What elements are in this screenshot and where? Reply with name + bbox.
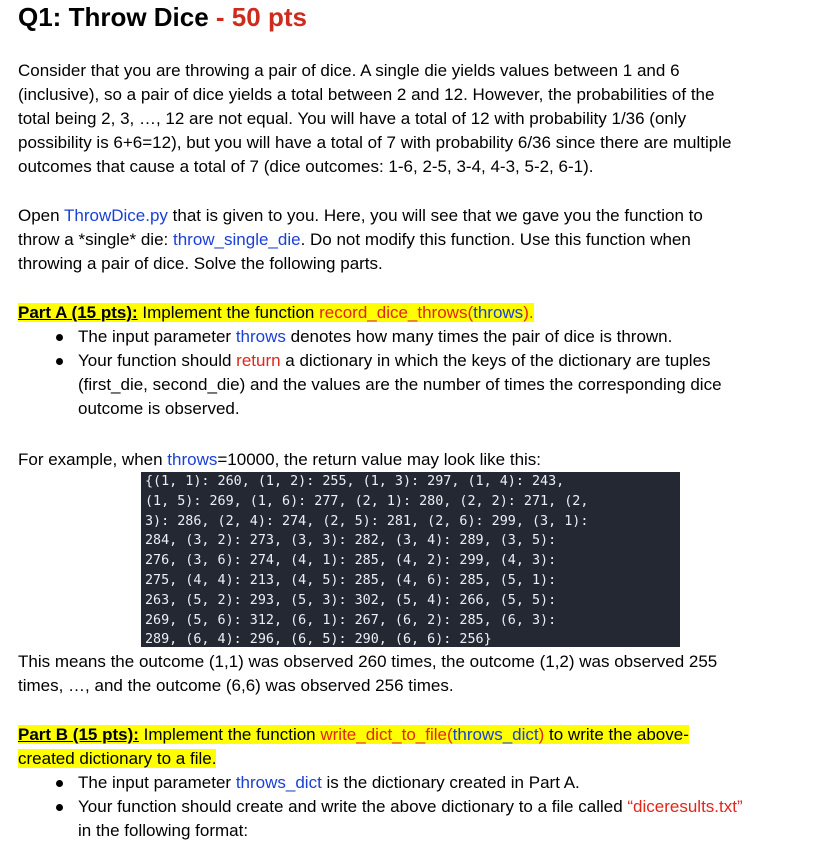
text: The input parameter [78,327,236,346]
list-item [18,771,818,795]
text: a dictionary in which the keys of the dictionary are tuples [280,351,711,370]
list-item [18,349,818,421]
text: is the dictionary created in Part A. [321,773,580,792]
code-line: (1, 5): 269, (1, 6): 277, (2, 1): 280, (2, 2): 271, (2, [145,493,589,509]
example-explanation: times, …, and the outcome (6,6) was observed 256 times. [18,676,454,695]
title-main: Q1: Throw Dice [18,2,209,32]
text: Implement the function [137,303,320,322]
filename: ThrowDice.py [64,206,168,225]
intro-line: total being 2, 3, …, 12 are not equal. You will have a total of 12 with probability 1/36 (only [18,109,687,128]
intro-line: (inclusive), so a pair of dice yields a total between 2 and 12. However, the probabilities of the [18,85,715,104]
intro-line: outcomes that cause a total of 7 (dice outcomes: 1-6, 2-5, 3-4, 4-3, 5-2, 6-1). [18,157,594,176]
keyword-return: return [236,351,281,370]
part-b-heading-line2 [18,747,808,771]
part-a-arg: throws [473,303,524,322]
part-b-bullets [18,771,818,843]
text: Implement the function [138,725,321,744]
var-throws: throws [167,450,218,469]
open-line [18,204,808,228]
text: (first_die, second_die) and the values are the number of times the corresponding dice [78,375,722,394]
text: The input parameter [78,773,236,792]
code-line: {(1, 1): 260, (1, 2): 255, (1, 3): 297, (1, 4): 243, [145,474,565,489]
code-line: 275, (4, 4): 213, (4, 5): 285, (4, 6): 285, (5, 1): [145,572,557,588]
text: Open [18,206,65,225]
code-line: 289, (6, 4): 296, (6, 5): 290, (6, 6): 256} [145,632,492,647]
example-explanation: This means the outcome (1,1) was observed 260 times, the outcome (1,2) was observed 255 [18,652,718,671]
intro-line: Consider that you are throwing a pair of dice. A single die yields values between 1 and 6 [18,61,680,80]
text: that is given to you. Here, you will see that we gave you the function to [167,206,703,225]
part-a-heading [18,301,808,325]
part-a-bullets [18,325,818,421]
code-line: 276, (3, 6): 274, (4, 1): 285, (4, 2): 299, (4, 3): [145,553,557,569]
title-points: - 50 pts [208,2,307,32]
text: throw a *single* die: [18,230,173,249]
output-filename: “diceresults.txt” [627,797,743,816]
question-title [18,2,307,32]
open-line [18,228,808,252]
part-b-function: write_dict_to_file( [320,725,453,744]
text: in the following format: [78,821,249,840]
text: Your function should [78,351,237,370]
bullet-icon [56,804,63,811]
text: . Do not modify this function. Use this function when [300,230,691,249]
text: created dictionary to a file. [18,749,217,768]
list-item [18,795,818,843]
part-a-function: record_dice_throws( [319,303,474,322]
bullet-icon [56,358,63,365]
var-throws: throws [235,327,286,346]
code-line: 284, (3, 2): 273, (3, 3): 282, (3, 4): 289, (3, 5): [145,533,557,549]
example-intro [18,448,808,472]
part-b-heading: Part B (15 pts): Implement the function write_dict_to_file(throws_dict) to write the above- [18,725,689,744]
intro-line: possibility is 6+6=12), but you will have a total of 7 with probability 6/36 since there are multiple [18,133,732,152]
text: denotes how many times the pair of dice is thrown. [285,327,673,346]
part-b-label: Part B (15 pts): [18,725,139,744]
open-line: throwing a pair of dice. Solve the following parts. [18,254,383,273]
function-name: throw_single_die [172,230,301,249]
part-a-label: Part A (15 pts): [18,303,138,322]
code-block [141,472,680,647]
text: For example, when [18,450,168,469]
text: outcome is observed. [78,399,240,418]
part-b-arg: throws_dict [452,725,539,744]
code-line: 3): 286, (2, 4): 274, (2, 5): 281, (2, 6): 299, (3, 1): [145,513,589,529]
text: ). [523,303,534,322]
text: =10000, the return value may look like this: [217,450,542,469]
bullet-icon [56,334,63,341]
code-line: 269, (5, 6): 312, (6, 1): 267, (6, 2): 285, (6, 3): [145,612,557,628]
list-item [18,325,818,349]
var-throws-dict: throws_dict [235,773,322,792]
text: Your function should create and write the above dictionary to a file called [78,797,628,816]
code-line: 263, (5, 2): 293, (5, 3): 302, (5, 4): 266, (5, 5): [145,592,557,608]
bullet-icon [56,780,63,787]
